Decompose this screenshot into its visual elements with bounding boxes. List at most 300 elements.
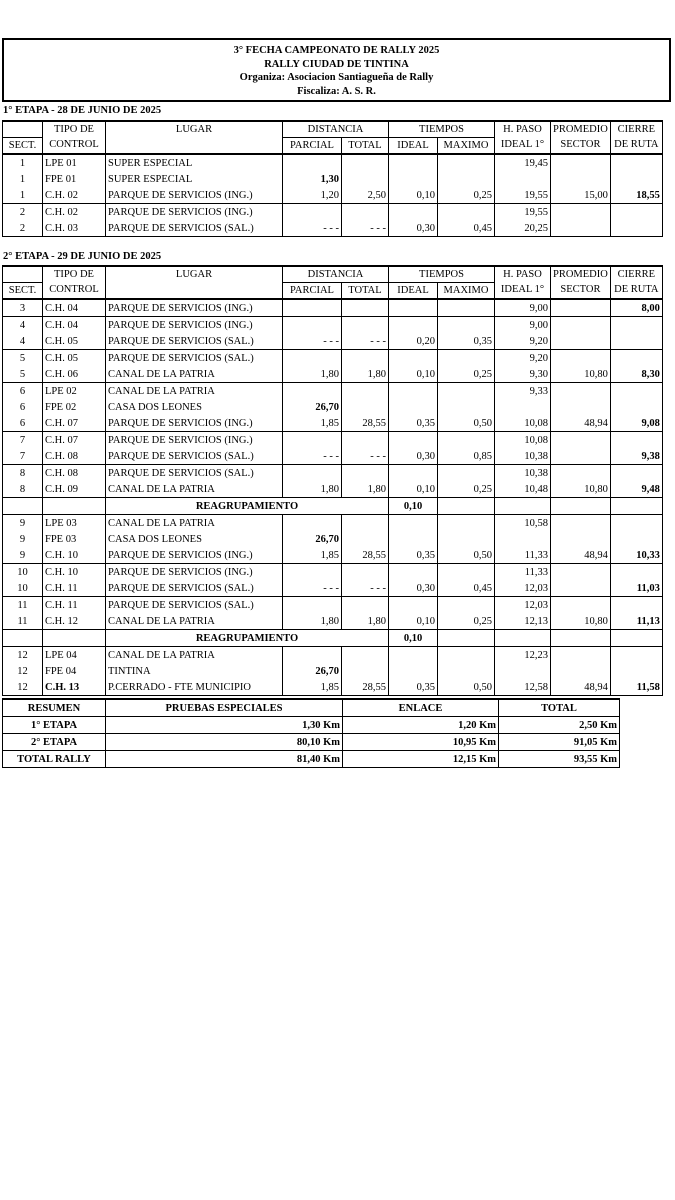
cell-tipo <box>43 498 106 515</box>
cell-parcial <box>283 564 342 581</box>
header-row-bottom <box>3 138 663 155</box>
col-hpaso-bottom: IDEAL 1° <box>495 283 551 300</box>
cell-promedio <box>551 531 611 547</box>
cell-total: - - - <box>342 448 389 465</box>
cell-lugar: PARQUE DE SERVICIOS (SAL.) <box>106 465 283 482</box>
summary-table <box>2 698 620 768</box>
summary-label: 2° ETAPA <box>3 734 106 751</box>
col-hpaso-top: H. PASO <box>495 266 551 283</box>
summary-pe: 1,30 Km <box>106 717 343 734</box>
cell-promedio: 48,94 <box>551 415 611 432</box>
cell-cierre <box>610 647 662 664</box>
cell-lugar: PARQUE DE SERVICIOS (ING.) <box>106 415 283 432</box>
cell-cierre <box>610 171 662 187</box>
cell-hpaso: 10,38 <box>495 465 551 482</box>
cell-hpaso: 9,30 <box>495 366 551 383</box>
cell-promedio: 10,80 <box>551 481 611 498</box>
stage-2-title: 2° ETAPA - 29 DE JUNIO DE 2025 <box>3 251 162 262</box>
header-line-1: 3° FECHA CAMPEONATO DE RALLY 2025 <box>233 45 440 56</box>
cell-total: - - - <box>342 333 389 350</box>
cell-cierre: 11,13 <box>610 613 662 630</box>
cell-lugar: SUPER ESPECIAL <box>106 154 283 171</box>
cell-sect: 11 <box>3 613 43 630</box>
cell-maximo: 0,25 <box>438 187 495 204</box>
col-tiempos: TIEMPOS <box>389 266 495 283</box>
cell-parcial: 1,30 <box>283 171 342 187</box>
cell-hpaso: 9,20 <box>495 333 551 350</box>
cell-promedio <box>551 383 611 400</box>
cell-promedio <box>551 580 611 597</box>
col-ideal: IDEAL <box>389 283 438 300</box>
cell-lugar: PARQUE DE SERVICIOS (ING.) <box>106 564 283 581</box>
summary-header-enlace: ENLACE <box>343 699 499 717</box>
cell-total <box>342 299 389 317</box>
cell-tipo: LPE 04 <box>43 647 106 664</box>
cell-ideal: 0,10 <box>389 366 438 383</box>
col-lugar-bottom <box>106 283 283 300</box>
cell-cierre: 9,48 <box>610 481 662 498</box>
cell-tipo: C.H. 09 <box>43 481 106 498</box>
cell-cierre <box>610 154 662 171</box>
cell-cierre <box>610 564 662 581</box>
cell-parcial: - - - <box>283 220 342 237</box>
summary-header-resumen: RESUMEN <box>3 699 106 717</box>
cell-promedio <box>551 299 611 317</box>
cell-ideal <box>389 432 438 449</box>
table-row <box>3 204 663 221</box>
cell-hpaso: 19,45 <box>495 154 551 171</box>
cell-tipo: C.H. 13 <box>43 679 106 696</box>
cell-total <box>342 515 389 532</box>
cell-lugar: PARQUE DE SERVICIOS (ING.) <box>106 204 283 221</box>
table-row <box>3 415 663 432</box>
cell-ideal <box>389 465 438 482</box>
cell-total: 1,80 <box>342 366 389 383</box>
col-sect-spacer <box>3 121 43 138</box>
cell-maximo <box>438 154 495 171</box>
cell-ideal: 0,10 <box>389 613 438 630</box>
cell-cierre <box>610 220 662 237</box>
cell-hpaso <box>495 531 551 547</box>
cell-sect: 9 <box>3 531 43 547</box>
table-row <box>3 465 663 482</box>
table-row <box>3 663 663 679</box>
cell-hpaso: 12,03 <box>495 580 551 597</box>
cell-cierre <box>610 399 662 415</box>
cell-lugar: PARQUE DE SERVICIOS (SAL.) <box>106 580 283 597</box>
cell-ideal: 0,30 <box>389 580 438 597</box>
col-parcial: PARCIAL <box>283 138 342 155</box>
cell-promedio <box>551 564 611 581</box>
cell-parcial <box>283 465 342 482</box>
cell-maximo <box>438 564 495 581</box>
cell-tipo: C.H. 05 <box>43 333 106 350</box>
cell-parcial <box>283 204 342 221</box>
table-row <box>3 679 663 696</box>
cell-total: 28,55 <box>342 415 389 432</box>
cell-promedio <box>551 333 611 350</box>
summary-total: 2,50 Km <box>499 717 620 734</box>
cell-parcial <box>283 383 342 400</box>
summary-row <box>3 751 620 768</box>
cell-cierre: 8,00 <box>610 299 662 317</box>
col-cierre-bottom: DE RUTA <box>610 283 662 300</box>
summary-header-total: TOTAL <box>499 699 620 717</box>
cell-hpaso: 11,33 <box>495 564 551 581</box>
cell-tipo: C.H. 12 <box>43 613 106 630</box>
cell-ideal: 0,35 <box>389 679 438 696</box>
table-row <box>3 481 663 498</box>
cell-hpaso: 10,58 <box>495 515 551 532</box>
cell-ideal <box>389 171 438 187</box>
cell-total <box>342 383 389 400</box>
cell-cierre: 8,30 <box>610 366 662 383</box>
cell-parcial <box>283 299 342 317</box>
cell-cierre <box>610 630 662 647</box>
cell-maximo <box>438 498 495 515</box>
cell-sect: 2 <box>3 220 43 237</box>
cell-lugar: CANAL DE LA PATRIA <box>106 515 283 532</box>
cell-promedio <box>551 448 611 465</box>
table-row <box>3 531 663 547</box>
cell-maximo <box>438 383 495 400</box>
cell-hpaso: 19,55 <box>495 204 551 221</box>
table-row <box>3 432 663 449</box>
cell-promedio <box>551 597 611 614</box>
cell-sect: 1 <box>3 171 43 187</box>
cell-sect: 1 <box>3 187 43 204</box>
cell-maximo <box>438 204 495 221</box>
cell-ideal: 0,10 <box>389 481 438 498</box>
cell-tipo: C.H. 02 <box>43 187 106 204</box>
cell-maximo: 0,25 <box>438 366 495 383</box>
col-tipo-top: TIPO DE <box>43 121 106 138</box>
cell-cierre: 11,03 <box>610 580 662 597</box>
table-row <box>3 383 663 400</box>
cell-total: - - - <box>342 580 389 597</box>
summary-total: 93,55 Km <box>499 751 620 768</box>
cell-maximo: 0,25 <box>438 481 495 498</box>
cell-hpaso: 12,23 <box>495 647 551 664</box>
cell-ideal <box>389 154 438 171</box>
cell-parcial: 26,70 <box>283 663 342 679</box>
cell-promedio <box>551 465 611 482</box>
cell-tipo: C.H. 10 <box>43 547 106 564</box>
header-row-top <box>3 121 663 138</box>
col-sect: SECT. <box>3 283 43 300</box>
cell-tipo: C.H. 07 <box>43 415 106 432</box>
col-cierre-bottom: DE RUTA <box>610 138 662 155</box>
cell-lugar: CANAL DE LA PATRIA <box>106 383 283 400</box>
col-maximo: MAXIMO <box>438 138 495 155</box>
cell-parcial: 1,80 <box>283 366 342 383</box>
col-lugar: LUGAR <box>106 121 283 138</box>
cell-sect: 3 <box>3 299 43 317</box>
summary-enlace: 1,20 Km <box>343 717 499 734</box>
table-row <box>3 154 663 171</box>
col-tiempos: TIEMPOS <box>389 121 495 138</box>
cell-parcial <box>283 597 342 614</box>
cell-parcial: 1,20 <box>283 187 342 204</box>
cell-total: 2,50 <box>342 187 389 204</box>
cell-sect: 12 <box>3 647 43 664</box>
cell-parcial: 1,85 <box>283 679 342 696</box>
cell-promedio <box>551 171 611 187</box>
stage-1-title: 1° ETAPA - 28 DE JUNIO DE 2025 <box>3 105 162 116</box>
cell-maximo: 0,45 <box>438 580 495 597</box>
header-row-bottom <box>3 283 663 300</box>
col-hpaso-top: H. PASO <box>495 121 551 138</box>
summary-enlace: 10,95 Km <box>343 734 499 751</box>
col-parcial: PARCIAL <box>283 283 342 300</box>
cell-hpaso <box>495 663 551 679</box>
cell-total <box>342 465 389 482</box>
cell-cierre <box>610 597 662 614</box>
cell-ideal <box>389 663 438 679</box>
cell-sect: 6 <box>3 415 43 432</box>
col-promedio-top: PROMEDIO <box>551 266 611 283</box>
cell-cierre <box>610 498 662 515</box>
cell-total: 28,55 <box>342 679 389 696</box>
cell-sect: 2 <box>3 204 43 221</box>
cell-hpaso: 12,03 <box>495 597 551 614</box>
summary-total: 91,05 Km <box>499 734 620 751</box>
table-row <box>3 333 663 350</box>
cell-hpaso: 10,38 <box>495 448 551 465</box>
cell-lugar: PARQUE DE SERVICIOS (SAL.) <box>106 448 283 465</box>
table-row <box>3 366 663 383</box>
col-lugar-bottom <box>106 138 283 155</box>
col-promedio-bottom: SECTOR <box>551 138 611 155</box>
table-row <box>3 399 663 415</box>
cell-ideal <box>389 204 438 221</box>
cell-hpaso: 9,00 <box>495 317 551 334</box>
col-ideal: IDEAL <box>389 138 438 155</box>
cell-parcial: - - - <box>283 333 342 350</box>
cell-lugar: SUPER ESPECIAL <box>106 171 283 187</box>
cell-cierre <box>610 383 662 400</box>
cell-ideal <box>389 299 438 317</box>
cell-ideal: 0,35 <box>389 415 438 432</box>
cell-ideal: 0,10 <box>389 187 438 204</box>
cell-sect: 1 <box>3 154 43 171</box>
table-row <box>3 515 663 532</box>
cell-lugar: TINTINA <box>106 663 283 679</box>
cell-total <box>342 204 389 221</box>
cell-lugar: PARQUE DE SERVICIOS (ING.) <box>106 432 283 449</box>
cell-sect: 6 <box>3 399 43 415</box>
cell-ideal <box>389 399 438 415</box>
cell-cierre <box>610 515 662 532</box>
cell-maximo: 0,50 <box>438 679 495 696</box>
cell-total: - - - <box>342 220 389 237</box>
col-promedio-top: PROMEDIO <box>551 121 611 138</box>
summary-header-row <box>3 699 620 717</box>
cell-parcial <box>283 647 342 664</box>
col-promedio-bottom: SECTOR <box>551 283 611 300</box>
stage-2-table <box>2 265 663 696</box>
cell-cierre: 11,58 <box>610 679 662 696</box>
cell-sect: 8 <box>3 481 43 498</box>
cell-total <box>342 317 389 334</box>
cell-tipo: C.H. 08 <box>43 465 106 482</box>
col-cierre-top: CIERRE <box>610 121 662 138</box>
summary-row <box>3 734 620 751</box>
cell-total <box>342 663 389 679</box>
cell-cierre: 18,55 <box>610 187 662 204</box>
cell-parcial: - - - <box>283 448 342 465</box>
cell-tipo: FPE 02 <box>43 399 106 415</box>
cell-total <box>342 647 389 664</box>
cell-lugar: PARQUE DE SERVICIOS (SAL.) <box>106 220 283 237</box>
cell-ideal <box>389 647 438 664</box>
cell-ideal: 0,30 <box>389 448 438 465</box>
table-row <box>3 171 663 187</box>
cell-lugar: PARQUE DE SERVICIOS (ING.) <box>106 317 283 334</box>
cell-promedio <box>551 399 611 415</box>
cell-lugar: PARQUE DE SERVICIOS (SAL.) <box>106 597 283 614</box>
cell-maximo <box>438 663 495 679</box>
cell-promedio: 10,80 <box>551 366 611 383</box>
col-total: TOTAL <box>342 138 389 155</box>
cell-hpaso: 9,33 <box>495 383 551 400</box>
cell-ideal: 0,30 <box>389 220 438 237</box>
cell-lugar: CANAL DE LA PATRIA <box>106 613 283 630</box>
cell-tipo: LPE 03 <box>43 515 106 532</box>
cell-ideal <box>389 531 438 547</box>
cell-tipo: FPE 03 <box>43 531 106 547</box>
cell-sect: 12 <box>3 663 43 679</box>
cell-ideal <box>389 564 438 581</box>
cell-lugar: PARQUE DE SERVICIOS (ING.) <box>106 547 283 564</box>
summary-enlace: 12,15 Km <box>343 751 499 768</box>
cell-tipo: C.H. 02 <box>43 204 106 221</box>
cell-tipo: C.H. 11 <box>43 597 106 614</box>
cell-hpaso: 11,33 <box>495 547 551 564</box>
cell-total <box>342 531 389 547</box>
cell-hpaso <box>495 399 551 415</box>
cell-parcial <box>283 515 342 532</box>
cell-maximo <box>438 465 495 482</box>
cell-parcial <box>283 432 342 449</box>
cell-hpaso <box>495 498 551 515</box>
cell-lugar: P.CERRADO - FTE MUNICIPIO <box>106 679 283 696</box>
cell-cierre <box>610 531 662 547</box>
cell-lugar: CASA DOS LEONES <box>106 531 283 547</box>
cell-promedio <box>551 515 611 532</box>
col-sect-spacer <box>3 266 43 283</box>
cell-total <box>342 399 389 415</box>
cell-hpaso: 10,08 <box>495 432 551 449</box>
cell-tipo: C.H. 04 <box>43 299 106 317</box>
cell-promedio <box>551 350 611 367</box>
document-header <box>2 38 671 102</box>
cell-hpaso <box>495 171 551 187</box>
cell-cierre <box>610 465 662 482</box>
cell-cierre <box>610 333 662 350</box>
col-tipo-bottom: CONTROL <box>43 138 106 155</box>
cell-tipo: FPE 04 <box>43 663 106 679</box>
cell-hpaso: 19,55 <box>495 187 551 204</box>
cell-sect <box>3 630 43 647</box>
cell-total <box>342 597 389 614</box>
header-row-top <box>3 266 663 283</box>
col-sect: SECT. <box>3 138 43 155</box>
cell-sect: 10 <box>3 564 43 581</box>
cell-hpaso <box>495 630 551 647</box>
cell-tipo <box>43 630 106 647</box>
cell-maximo <box>438 171 495 187</box>
col-tipo-top: TIPO DE <box>43 266 106 283</box>
col-cierre-top: CIERRE <box>610 266 662 283</box>
cell-tipo: FPE 01 <box>43 171 106 187</box>
cell-lugar: CANAL DE LA PATRIA <box>106 647 283 664</box>
cell-parcial: 1,85 <box>283 415 342 432</box>
table-row <box>3 647 663 664</box>
cell-parcial: 1,80 <box>283 613 342 630</box>
cell-tipo: C.H. 08 <box>43 448 106 465</box>
cell-sect: 8 <box>3 465 43 482</box>
col-hpaso-bottom: IDEAL 1° <box>495 138 551 155</box>
cell-sect: 5 <box>3 366 43 383</box>
table-row <box>3 597 663 614</box>
cell-sect: 5 <box>3 350 43 367</box>
cell-sect: 4 <box>3 317 43 334</box>
cell-tipo: C.H. 11 <box>43 580 106 597</box>
cell-sect: 7 <box>3 448 43 465</box>
cell-ideal <box>389 317 438 334</box>
cell-total <box>342 564 389 581</box>
header-line-2: RALLY CIUDAD DE TINTINA <box>264 58 409 70</box>
cell-total <box>342 171 389 187</box>
table-row <box>3 547 663 564</box>
cell-sect: 4 <box>3 333 43 350</box>
table-row <box>3 350 663 367</box>
cell-maximo <box>438 515 495 532</box>
cell-sect: 9 <box>3 515 43 532</box>
cell-hpaso: 12,58 <box>495 679 551 696</box>
col-distancia: DISTANCIA <box>283 266 389 283</box>
col-tipo-bottom: CONTROL <box>43 283 106 300</box>
regroup-row <box>3 630 663 647</box>
cell-ideal <box>389 383 438 400</box>
summary-header-pruebas-especiales: PRUEBAS ESPECIALES <box>106 699 343 717</box>
cell-ideal <box>389 350 438 367</box>
cell-lugar: CANAL DE LA PATRIA <box>106 481 283 498</box>
cell-cierre <box>610 204 662 221</box>
cell-lugar: CASA DOS LEONES <box>106 399 283 415</box>
regroup-row <box>3 498 663 515</box>
cell-tipo: C.H. 04 <box>43 317 106 334</box>
cell-parcial: 1,80 <box>283 481 342 498</box>
cell-maximo: 0,35 <box>438 333 495 350</box>
cell-sect: 7 <box>3 432 43 449</box>
cell-maximo: 0,50 <box>438 547 495 564</box>
cell-promedio: 48,94 <box>551 679 611 696</box>
cell-cierre <box>610 432 662 449</box>
cell-parcial: 26,70 <box>283 531 342 547</box>
cell-parcial <box>283 154 342 171</box>
cell-cierre <box>610 663 662 679</box>
cell-tipo: LPE 02 <box>43 383 106 400</box>
cell-cierre: 9,08 <box>610 415 662 432</box>
cell-ideal: 0,10 <box>389 498 438 515</box>
cell-promedio <box>551 432 611 449</box>
col-lugar: LUGAR <box>106 266 283 283</box>
cell-regroup: REAGRUPAMIENTO <box>106 498 389 515</box>
cell-maximo: 0,50 <box>438 415 495 432</box>
cell-tipo: C.H. 03 <box>43 220 106 237</box>
